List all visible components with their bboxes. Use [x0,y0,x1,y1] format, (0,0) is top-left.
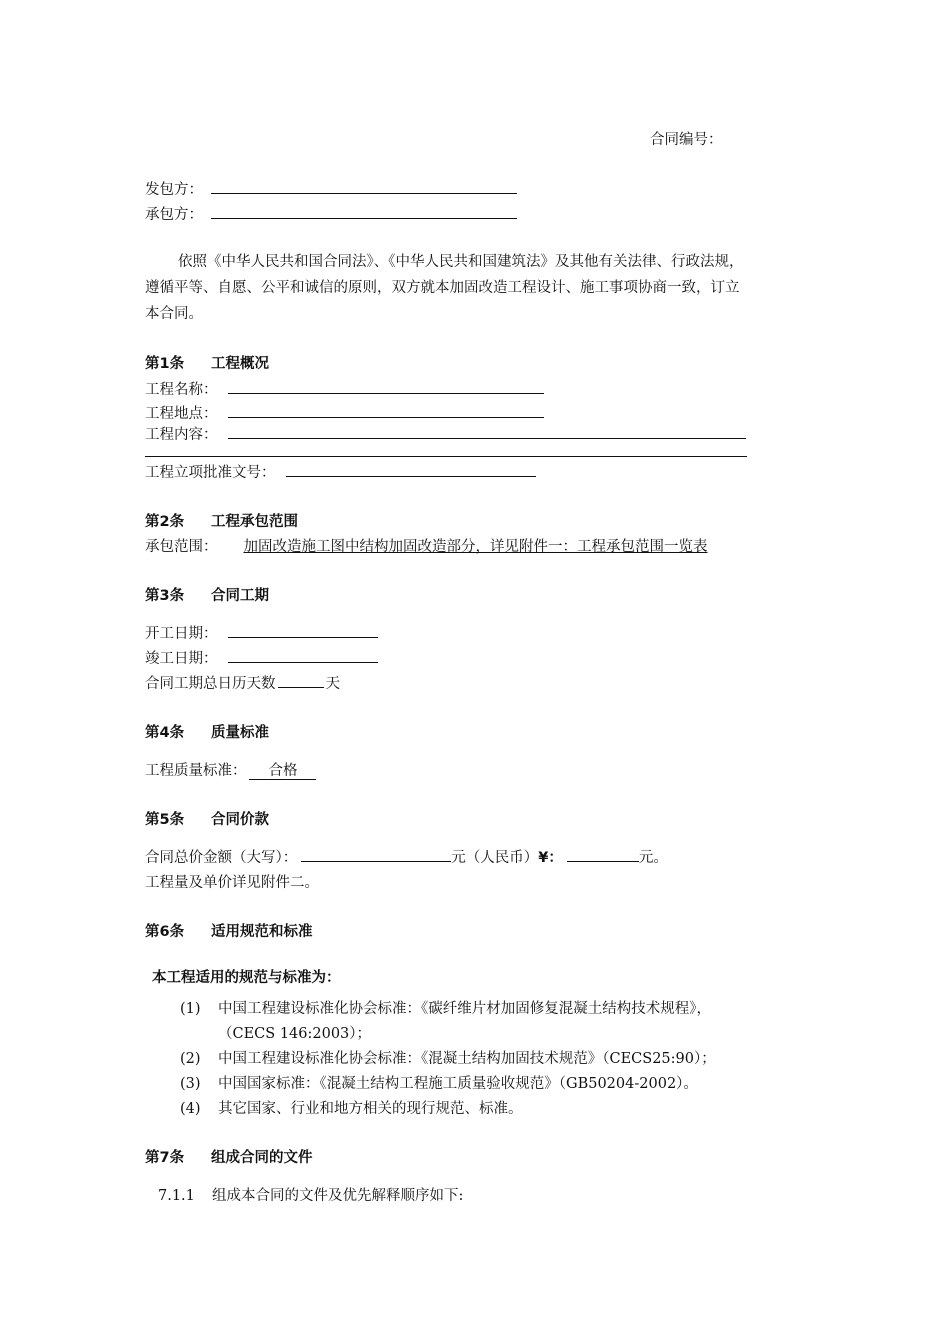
article-3-title: 合同工期 [211,588,269,604]
price-unit-2: 元。 [638,850,668,866]
end-date-blank[interactable] [228,648,378,663]
article-6-title: 适用规范和标准 [211,924,313,940]
intro-line-1: 依照《中华人民共和国合同法》、《中华人民共和国建筑法》及其他有关法律、行政法规， [178,254,744,270]
price-unit-1: 元（人民币） [451,850,539,866]
article-5-title: 合同价款 [211,812,269,828]
contractor-blank[interactable] [211,204,517,219]
project-location-label: 工程地点： [145,406,218,422]
article-6-number: 第6条 [145,924,185,940]
project-name-label: 工程名称： [145,382,218,398]
project-name-field [145,378,544,399]
price-number-blank[interactable] [567,847,639,862]
price-symbol: ¥： [538,850,563,866]
scope-label: 承包范围： [145,539,218,555]
standard-item-3 [180,1072,698,1093]
standard-item-number: (4) [180,1101,201,1117]
approval-number-field [145,461,536,482]
total-days-blank[interactable] [278,673,324,688]
end-date-field [145,647,378,668]
quality-label: 工程质量标准： [145,763,247,779]
start-date-field [145,622,378,643]
article-2-title: 工程承包范围 [211,514,298,530]
contract-number-label: 合同编号： [650,132,723,148]
project-location-field [145,402,544,423]
standard-item-2 [180,1047,716,1068]
price-field [145,846,668,867]
standard-item-4 [180,1097,523,1118]
employer-label: 发包方： [145,182,203,198]
standard-item-text: 其它国家、行业和地方相关的现行规范、标准。 [218,1101,523,1117]
project-content-blank[interactable] [228,424,746,439]
article-3-number: 第3条 [145,588,185,604]
article-4-title: 质量标准 [211,725,269,741]
article-1-number: 第1条 [145,356,185,372]
article-7-number: 第7条 [145,1150,185,1166]
standard-item-text: 中国工程建设标准化协会标准：《碳纤维片材加固修复混凝土结构技术规程》， [218,1001,711,1017]
employer-blank[interactable] [211,179,517,194]
employer-field [145,178,517,199]
article-1-heading [145,352,269,373]
contractor-field [145,203,517,224]
price-words-blank[interactable] [301,847,451,862]
project-name-blank[interactable] [228,379,544,394]
article-7-heading [145,1146,313,1167]
quality-field [145,759,316,780]
article-7-title: 组成合同的文件 [211,1150,313,1166]
project-content-label: 工程内容： [145,427,218,443]
total-days-unit: 天 [325,676,340,692]
standard-item-number: (3) [180,1076,201,1092]
article-2-number: 第2条 [145,514,185,530]
clause-number: 7.1.1 [158,1188,195,1204]
project-content-blank-2[interactable] [145,442,747,457]
scope-value: 加固改造施工图中结构加固改造部分，详见附件一：工程承包范围一览表 [243,539,708,555]
standards-subtitle: 本工程适用的规范与标准为： [152,970,341,986]
standard-item-1-continued: （CECS 146:2003）； [218,1026,372,1042]
standard-item-number: (2) [180,1051,201,1067]
intro-line-2: 遵循平等、自愿、公平和诚信的原则，双方就本加固改造工程设计、施工事项协商一致，订立 [145,280,740,296]
scope-field [145,535,708,556]
price-label: 合同总价金额（大写）： [145,850,298,866]
total-days-label: 合同工期总日历天数 [145,676,276,692]
article-1-title: 工程概况 [211,356,269,372]
standard-item-text: 中国国家标准：《混凝土结构工程施工质量验收规范》（GB50204-2002）。 [218,1076,698,1092]
quality-value: 合格 [249,763,316,780]
clause-7-1-1 [158,1184,463,1205]
start-date-label: 开工日期： [145,626,218,642]
quantity-note: 工程量及单价详见附件二。 [145,875,319,891]
start-date-blank[interactable] [228,623,378,638]
article-5-number: 第5条 [145,812,185,828]
total-days-field [145,672,340,693]
approval-number-label: 工程立项批准文号： [145,465,276,481]
article-6-heading [145,920,313,941]
article-5-heading [145,808,269,829]
intro-line-3: 本合同。 [145,306,203,322]
project-content-field [145,423,746,444]
article-3-heading [145,584,269,605]
standard-item-text: 中国工程建设标准化协会标准：《混凝土结构加固技术规范》（CECS25:90）； [218,1051,716,1067]
article-4-number: 第4条 [145,725,185,741]
article-2-heading [145,510,298,531]
standard-item-1 [180,997,711,1018]
contractor-label: 承包方： [145,207,203,223]
article-4-heading [145,721,269,742]
end-date-label: 竣工日期： [145,651,218,667]
approval-number-blank[interactable] [286,462,536,477]
project-location-blank[interactable] [228,403,544,418]
clause-text: 组成本合同的文件及优先解释顺序如下: [212,1188,464,1204]
standard-item-number: (1) [180,1001,201,1017]
